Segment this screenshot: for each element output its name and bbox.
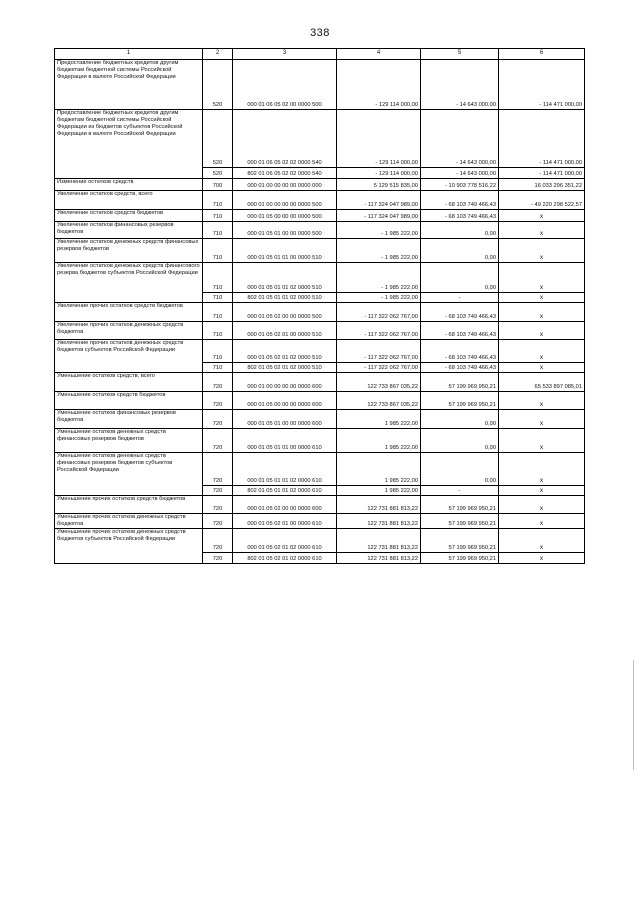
- row-value-col5: - 68 103 749 466,43: [421, 191, 499, 210]
- row-value-col5: - 68 103 749 466,43: [421, 340, 499, 363]
- row-kbk-cell: 000 01 05 02 01 02 0000 510: [233, 340, 337, 363]
- row-kbk-cell: 000 01 05 01 01 00 0000 610: [233, 429, 337, 453]
- row-kbk-cell: 000 01 06 05 02 00 0000 500: [233, 60, 337, 110]
- row-value-col5: 0,00: [421, 453, 499, 486]
- row-code-cell: 710: [203, 340, 233, 363]
- row-value-col6: x: [499, 322, 585, 340]
- row-kbk-cell: 000 01 06 05 02 02 0000 540: [233, 110, 337, 168]
- row-name-cell: Предоставление бюджетных кредитов другим бюджетам бюджетной системы Российской Федерации из бюджетов субъектов Российской Федерации в валюте Российской Федерации: [55, 110, 203, 179]
- row-code-cell: 710: [203, 191, 233, 210]
- row-value-col5: - 14 643 000,00: [421, 168, 499, 179]
- row-kbk-cell: 000 01 00 00 00 00 0000 000: [233, 179, 337, 191]
- row-value-col6: x: [499, 514, 585, 529]
- row-value-col6: x: [499, 486, 585, 496]
- row-kbk-cell: 000 01 05 02 01 00 0000 510: [233, 322, 337, 340]
- row-name-cell: Уменьшение прочих остатков денежных средств бюджетов: [55, 514, 203, 529]
- row-kbk-cell: 000 01 05 00 00 00 0000 600: [233, 392, 337, 410]
- row-value-col4: - 117 322 062 767,00: [337, 340, 421, 363]
- row-name-cell: Увеличение остатков средств, всего: [55, 191, 203, 210]
- row-kbk-cell: 802 01 05 02 01 02 0000 510: [233, 363, 337, 373]
- row-kbk-cell: 000 01 05 02 01 00 0000 610: [233, 514, 337, 529]
- column-header: 2: [203, 49, 233, 60]
- row-value-col4: 122 731 881 813,22: [337, 553, 421, 564]
- row-value-col6: x: [499, 453, 585, 486]
- row-value-col4: 122 731 881 813,22: [337, 514, 421, 529]
- row-value-col5: 57 199 969 950,21: [421, 553, 499, 564]
- table-row: [55, 429, 585, 453]
- row-value-col4: - 117 322 062 767,00: [337, 303, 421, 322]
- column-number-row: [55, 49, 585, 60]
- budget-sources-table: [54, 48, 585, 564]
- table-row: [55, 392, 585, 410]
- row-value-col5: 57 199 969 950,21: [421, 496, 499, 514]
- row-kbk-cell: 000 01 00 00 00 00 0000 500: [233, 191, 337, 210]
- row-kbk-cell: 000 01 05 01 01 02 0000 510: [233, 263, 337, 293]
- row-name-cell: Уменьшение остатков средств бюджетов: [55, 392, 203, 410]
- row-code-cell: 720: [203, 514, 233, 529]
- row-kbk-cell: 802 01 05 01 01 02 0000 610: [233, 486, 337, 496]
- row-name-cell: Увеличение остатков денежных средств финансовых резервов бюджетов: [55, 239, 203, 263]
- table-row: [55, 60, 585, 110]
- table-row: [55, 453, 585, 486]
- table-row: [55, 303, 585, 322]
- row-code-cell: 720: [203, 496, 233, 514]
- row-value-col5: 57 199 969 950,21: [421, 373, 499, 392]
- row-code-cell: 520: [203, 110, 233, 168]
- row-name-cell: Уменьшение остатков денежных средств финансовых резервов бюджетов: [55, 429, 203, 453]
- row-value-col4: - 1 985 222,00: [337, 263, 421, 293]
- table-row: [55, 529, 585, 553]
- row-value-col6: - 49 220 298 522,57: [499, 191, 585, 210]
- row-value-col5: - 68 103 749 466,43: [421, 322, 499, 340]
- row-kbk-cell: 802 01 05 02 01 02 0000 610: [233, 553, 337, 564]
- row-code-cell: 710: [203, 363, 233, 373]
- row-value-col6: x: [499, 293, 585, 303]
- row-value-col4: - 1 985 222,00: [337, 239, 421, 263]
- row-kbk-cell: 000 01 05 02 00 00 0000 600: [233, 496, 337, 514]
- row-code-cell: 720: [203, 453, 233, 486]
- table-row: [55, 222, 585, 239]
- row-value-col6: x: [499, 239, 585, 263]
- table-row: [55, 263, 585, 293]
- row-value-col4: - 129 114 000,00: [337, 60, 421, 110]
- row-code-cell: 700: [203, 179, 233, 191]
- row-kbk-cell: 000 01 05 01 01 02 0000 610: [233, 453, 337, 486]
- row-value-col6: x: [499, 529, 585, 553]
- row-value-col4: - 117 324 047 989,00: [337, 191, 421, 210]
- row-code-cell: 720: [203, 410, 233, 429]
- row-code-cell: 710: [203, 239, 233, 263]
- row-value-col5: 57 199 969 950,21: [421, 392, 499, 410]
- row-value-col5: - 68 103 749 466,43: [421, 303, 499, 322]
- row-value-col4: - 117 322 062 767,00: [337, 322, 421, 340]
- row-value-col4: 122 731 881 813,22: [337, 529, 421, 553]
- row-code-cell: 710: [203, 222, 233, 239]
- row-value-col6: x: [499, 303, 585, 322]
- column-header: 1: [55, 49, 203, 60]
- row-value-col5: -: [421, 486, 499, 496]
- row-name-cell: Уменьшение прочих остатков средств бюджетов: [55, 496, 203, 514]
- row-value-col5: -: [421, 293, 499, 303]
- row-kbk-cell: 000 01 00 00 00 00 0000 600: [233, 373, 337, 392]
- row-value-col4: - 1 985 222,00: [337, 222, 421, 239]
- table-body: [55, 60, 585, 564]
- table-row: [55, 210, 585, 222]
- row-value-col6: - 114 471 000,00: [499, 168, 585, 179]
- row-value-col4: 1 985 222,00: [337, 486, 421, 496]
- row-value-col5: - 10 903 778 516,22: [421, 179, 499, 191]
- row-code-cell: 720: [203, 529, 233, 553]
- row-name-cell: Изменение остатков средств: [55, 179, 203, 191]
- row-value-col4: - 1 985 222,00: [337, 293, 421, 303]
- row-code-cell: 710: [203, 263, 233, 293]
- column-header: 6: [499, 49, 585, 60]
- column-header: 3: [233, 49, 337, 60]
- row-value-col6: 65 533 897 085,01: [499, 373, 585, 392]
- table-row: [55, 322, 585, 340]
- row-value-col6: x: [499, 363, 585, 373]
- table-row: [55, 496, 585, 514]
- row-code-cell: 520: [203, 168, 233, 179]
- row-code-cell: 710: [203, 322, 233, 340]
- row-kbk-cell: 802 01 06 05 02 02 0000 540: [233, 168, 337, 179]
- row-value-col6: x: [499, 222, 585, 239]
- row-name-cell: Увеличение прочих остатков денежных средств бюджетов субъектов Российской Федерации: [55, 340, 203, 373]
- table-row: [55, 514, 585, 529]
- row-kbk-cell: 000 01 05 02 01 02 0000 610: [233, 529, 337, 553]
- row-value-col5: - 14 643 000,00: [421, 110, 499, 168]
- table-row: [55, 340, 585, 363]
- row-name-cell: Увеличение прочих остатков средств бюджетов: [55, 303, 203, 322]
- row-code-cell: 720: [203, 553, 233, 564]
- table-row: [55, 373, 585, 392]
- row-code-cell: 520: [203, 60, 233, 110]
- row-kbk-cell: 802 01 05 01 01 02 0000 510: [233, 293, 337, 303]
- row-code-cell: 710: [203, 210, 233, 222]
- row-value-col5: - 14 643 000,00: [421, 60, 499, 110]
- table-row: [55, 239, 585, 263]
- table-row: [55, 110, 585, 168]
- row-name-cell: Увеличение остатков средств бюджетов: [55, 210, 203, 222]
- row-value-col5: - 68 103 749 466,43: [421, 363, 499, 373]
- row-name-cell: Уменьшение остатков финансовых резервов бюджетов: [55, 410, 203, 429]
- row-name-cell: Увеличение остатков денежных средств финансового резерва бюджетов субъектов Российской Федерации: [55, 263, 203, 303]
- row-value-col5: 0,00: [421, 410, 499, 429]
- row-code-cell: 720: [203, 429, 233, 453]
- row-value-col4: - 117 324 047 989,00: [337, 210, 421, 222]
- row-kbk-cell: 000 01 05 01 00 00 0000 600: [233, 410, 337, 429]
- row-value-col6: x: [499, 429, 585, 453]
- row-value-col6: x: [499, 263, 585, 293]
- row-value-col4: - 117 322 062 767,00: [337, 363, 421, 373]
- row-value-col5: - 68 103 749 466,43: [421, 210, 499, 222]
- row-kbk-cell: 000 01 05 02 00 00 0000 500: [233, 303, 337, 322]
- row-value-col4: 1 985 222,00: [337, 410, 421, 429]
- row-value-col4: 1 985 222,00: [337, 453, 421, 486]
- column-header: 5: [421, 49, 499, 60]
- row-value-col6: - 114 471 000,00: [499, 60, 585, 110]
- row-code-cell: 710: [203, 293, 233, 303]
- row-name-cell: Увеличение прочих остатков денежных средств бюджетов: [55, 322, 203, 340]
- row-value-col5: 0,00: [421, 429, 499, 453]
- row-kbk-cell: 000 01 05 01 01 00 0000 510: [233, 239, 337, 263]
- row-value-col6: x: [499, 553, 585, 564]
- row-value-col6: x: [499, 340, 585, 363]
- table-row: [55, 191, 585, 210]
- row-value-col5: 0,00: [421, 263, 499, 293]
- table-row: [55, 179, 585, 191]
- row-value-col6: x: [499, 392, 585, 410]
- row-code-cell: 720: [203, 392, 233, 410]
- row-name-cell: Предоставление бюджетных кредитов другим бюджетам бюджетной системы Российской Федерации в валюте Российской Федерации: [55, 60, 203, 110]
- row-kbk-cell: 000 01 05 01 00 00 0000 500: [233, 222, 337, 239]
- row-value-col4: 122 733 867 035,22: [337, 373, 421, 392]
- row-value-col4: 122 733 867 035,22: [337, 392, 421, 410]
- row-name-cell: Уменьшение прочих остатков денежных средств бюджетов субъектов Российской Федерации: [55, 529, 203, 564]
- row-value-col4: 5 129 515 835,00: [337, 179, 421, 191]
- row-code-cell: 720: [203, 373, 233, 392]
- row-code-cell: 720: [203, 486, 233, 496]
- row-value-col4: 122 731 881 813,22: [337, 496, 421, 514]
- row-value-col6: x: [499, 496, 585, 514]
- row-name-cell: Уменьшение остатков средств, всего: [55, 373, 203, 392]
- row-value-col4: 1 985 222,00: [337, 429, 421, 453]
- row-value-col5: 0,00: [421, 239, 499, 263]
- table-row: [55, 410, 585, 429]
- page-number: 338: [310, 27, 330, 39]
- row-name-cell: Уменьшение остатков денежных средств финансовых резервов бюджетов субъектов Российской Федерации: [55, 453, 203, 496]
- row-name-cell: Увеличение остатков финансовых резервов бюджетов: [55, 222, 203, 239]
- row-value-col5: 57 199 969 950,21: [421, 529, 499, 553]
- row-kbk-cell: 000 01 05 00 00 00 0000 500: [233, 210, 337, 222]
- row-value-col4: - 129 114 000,00: [337, 168, 421, 179]
- row-value-col6: - 114 471 000,00: [499, 110, 585, 168]
- row-code-cell: 710: [203, 303, 233, 322]
- row-value-col6: x: [499, 410, 585, 429]
- row-value-col6: 16 033 296 351,22: [499, 179, 585, 191]
- scan-edge-line: [633, 660, 634, 770]
- row-value-col4: - 129 114 000,00: [337, 110, 421, 168]
- row-value-col6: x: [499, 210, 585, 222]
- column-header: 4: [337, 49, 421, 60]
- row-value-col5: 0,00: [421, 222, 499, 239]
- row-value-col5: 57 199 969 950,21: [421, 514, 499, 529]
